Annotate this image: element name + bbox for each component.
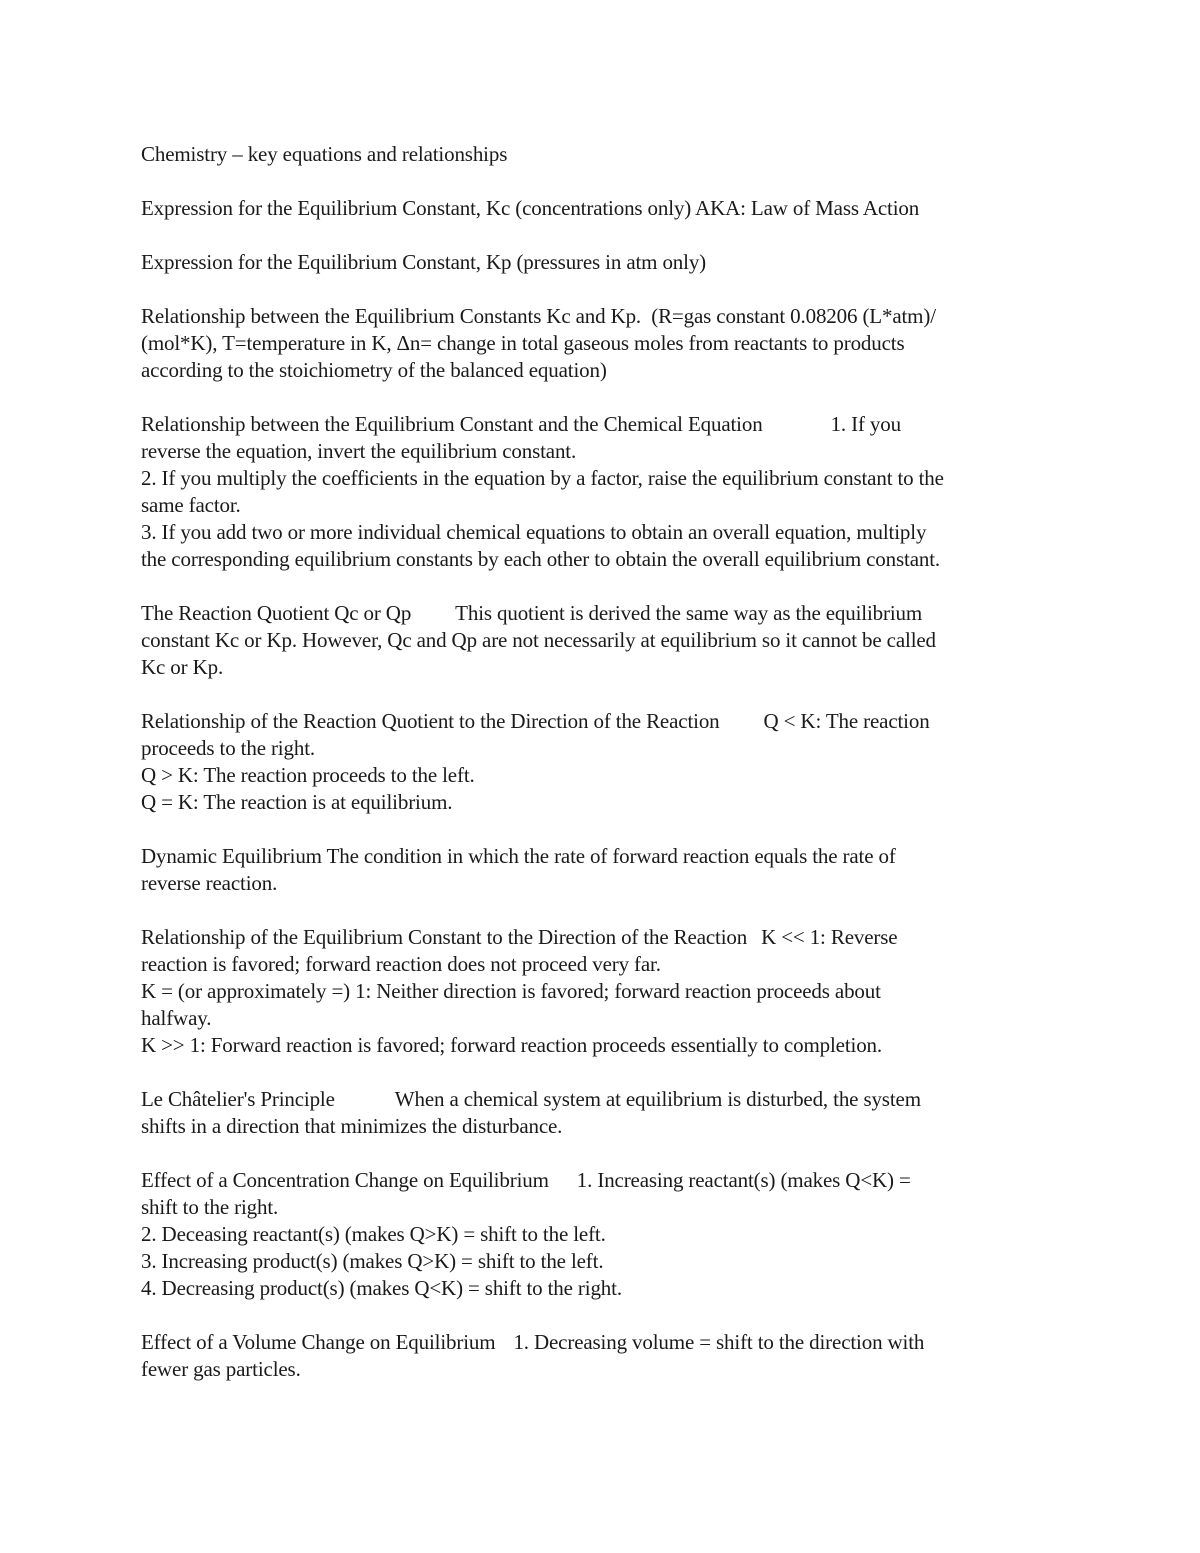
- text-line: shift to the right.: [141, 1195, 279, 1219]
- section-heading: Relationship between the Equilibrium Constant and the Chemical Equation: [141, 412, 763, 436]
- text-line: 3. If you add two or more individual chemical equations to obtain an overall equation, multiply: [141, 520, 927, 544]
- text-line: Relationship between the Equilibrium Constants Kc and Kp. (R=gas constant 0.08206 (L*atm)/: [141, 304, 936, 328]
- text-line: same factor.: [141, 493, 241, 517]
- dynamic-equilibrium-paragraph: [141, 843, 1071, 897]
- section-text: K << 1: Reverse: [761, 925, 898, 949]
- section-text: When a chemical system at equilibrium is disturbed, the system: [394, 1087, 921, 1111]
- reaction-quotient-paragraph: [141, 600, 1071, 681]
- text-line: Q = K: The reaction is at equilibrium.: [141, 790, 453, 814]
- text-line: [141, 1167, 1071, 1194]
- section-heading: Effect of a Concentration Change on Equilibrium: [141, 1168, 549, 1192]
- text-line: [141, 1086, 1071, 1113]
- k-chemical-equation-paragraph: [141, 411, 1071, 573]
- text-line: (mol*K), T=temperature in K, Δn= change in total gaseous moles from reactants to products: [141, 331, 905, 355]
- text-line: [141, 708, 1071, 735]
- text-line: 2. If you multiply the coefficients in the equation by a factor, raise the equilibrium constant to the: [141, 466, 944, 490]
- text-line: [141, 411, 1071, 438]
- document-title: [141, 141, 1071, 168]
- kc-expression-text: Expression for the Equilibrium Constant, Kc (concentrations only) AKA: Law of Mass Action: [141, 196, 920, 220]
- text-line: 4. Decreasing product(s) (makes Q<K) = shift to the right.: [141, 1276, 622, 1300]
- text-line: [141, 1329, 1071, 1356]
- kp-expression-paragraph: [141, 249, 1071, 276]
- section-heading: Relationship of the Reaction Quotient to the Direction of the Reaction: [141, 709, 720, 733]
- text-line: shifts in a direction that minimizes the disturbance.: [141, 1114, 563, 1138]
- text-line: [141, 924, 1071, 951]
- section-text: 1. If you: [830, 412, 901, 436]
- section-text: Q < K: The reaction: [763, 709, 930, 733]
- kp-expression-text: Expression for the Equilibrium Constant, Kp (pressures in atm only): [141, 250, 707, 274]
- le-chatelier-paragraph: [141, 1086, 1071, 1140]
- text-line: constant Kc or Kp. However, Qc and Qp are not necessarily at equilibrium so it cannot be called: [141, 628, 936, 652]
- text-line: halfway.: [141, 1006, 212, 1030]
- text-line: the corresponding equilibrium constants by each other to obtain the overall equilibrium constant.: [141, 547, 940, 571]
- kc-expression-paragraph: [141, 195, 1071, 222]
- text-line: fewer gas particles.: [141, 1357, 301, 1381]
- volume-change-paragraph: [141, 1329, 1071, 1383]
- text-line: K = (or approximately =) 1: Neither direction is favored; forward reaction proceeds about: [141, 979, 881, 1003]
- section-heading: The Reaction Quotient Qc or Qp: [141, 601, 412, 625]
- text-line: reaction is favored; forward reaction does not proceed very far.: [141, 952, 661, 976]
- text-line: Dynamic Equilibrium The condition in which the rate of forward reaction equals the rate of: [141, 844, 896, 868]
- text-line: Kc or Kp.: [141, 655, 224, 679]
- section-text: 1. Increasing reactant(s) (makes Q<K) =: [576, 1168, 911, 1192]
- text-line: reverse reaction.: [141, 871, 278, 895]
- text-line: reverse the equation, invert the equilibrium constant.: [141, 439, 577, 463]
- text-line: according to the stoichiometry of the balanced equation): [141, 358, 607, 382]
- section-heading: Le Châtelier's Principle: [141, 1087, 335, 1111]
- text-line: 2. Deceasing reactant(s) (makes Q>K) = shift to the left.: [141, 1222, 606, 1246]
- text-line: [141, 600, 1071, 627]
- document-page: [141, 141, 1071, 1410]
- section-text: 1. Decreasing volume = shift to the direction with: [513, 1330, 925, 1354]
- section-heading: Effect of a Volume Change on Equilibrium: [141, 1330, 496, 1354]
- concentration-change-paragraph: [141, 1167, 1071, 1302]
- text-line: K >> 1: Forward reaction is favored; forward reaction proceeds essentially to completion.: [141, 1033, 883, 1057]
- title-text: Chemistry – key equations and relationships: [141, 142, 508, 166]
- text-line: proceeds to the right.: [141, 736, 315, 760]
- text-line: Q > K: The reaction proceeds to the left.: [141, 763, 475, 787]
- kc-kp-relationship-paragraph: [141, 303, 1071, 384]
- quotient-direction-paragraph: [141, 708, 1071, 816]
- constant-direction-paragraph: [141, 924, 1071, 1059]
- section-text: This quotient is derived the same way as the equilibrium: [455, 601, 923, 625]
- section-heading: Relationship of the Equilibrium Constant to the Direction of the Reaction: [141, 925, 748, 949]
- text-line: 3. Increasing product(s) (makes Q>K) = shift to the left.: [141, 1249, 604, 1273]
